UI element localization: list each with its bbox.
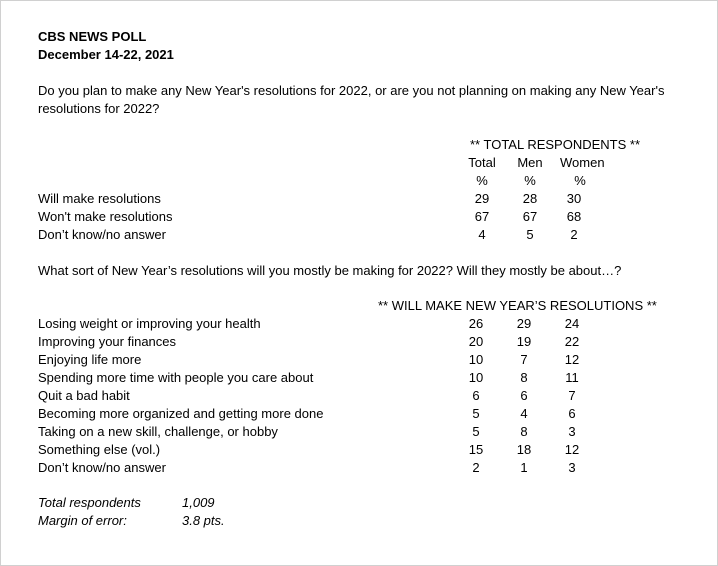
cell-women: 24 bbox=[564, 316, 580, 331]
cell-total: 29 bbox=[474, 191, 490, 206]
cell-women: 3 bbox=[568, 460, 576, 475]
cell-women: 7 bbox=[568, 388, 576, 403]
row-label: Spending more time with people you care about bbox=[38, 370, 314, 385]
cell-total: 10 bbox=[468, 352, 484, 367]
cell-women: 12 bbox=[564, 352, 580, 367]
column-header-women: Women bbox=[560, 155, 605, 170]
cell-men: 8 bbox=[520, 370, 528, 385]
cell-total: 15 bbox=[468, 442, 484, 457]
q2-group-header: ** WILL MAKE NEW YEAR’S RESOLUTIONS ** bbox=[378, 298, 657, 313]
cell-total: 26 bbox=[468, 316, 484, 331]
cell-women: 6 bbox=[568, 406, 576, 421]
cell-women: 11 bbox=[565, 370, 579, 385]
unit-total: % bbox=[476, 173, 488, 188]
unit-women: % bbox=[574, 173, 586, 188]
row-label: Taking on a new skill, challenge, or hobby bbox=[38, 424, 278, 439]
cell-women: 2 bbox=[570, 227, 578, 242]
cell-women: 12 bbox=[564, 442, 580, 457]
total-respondents-label: Total respondents bbox=[38, 495, 141, 510]
row-label: Don’t know/no answer bbox=[38, 227, 166, 242]
cell-men: 18 bbox=[516, 442, 532, 457]
cell-men: 5 bbox=[526, 227, 534, 242]
row-label: Becoming more organized and getting more done bbox=[38, 406, 324, 421]
column-header-total: Total bbox=[468, 155, 496, 170]
row-label: Quit a bad habit bbox=[38, 388, 130, 403]
row-label: Losing weight or improving your health bbox=[38, 316, 261, 331]
cell-men: 4 bbox=[520, 406, 528, 421]
cell-men: 6 bbox=[520, 388, 528, 403]
cell-total: 20 bbox=[468, 334, 484, 349]
row-label: Enjoying life more bbox=[38, 352, 142, 367]
poll-date: December 14-22, 2021 bbox=[38, 47, 174, 62]
row-label: Will make resolutions bbox=[38, 191, 161, 206]
margin-of-error-value: 3.8 pts. bbox=[182, 513, 225, 528]
margin-of-error-label: Margin of error: bbox=[38, 513, 127, 528]
cell-women: 3 bbox=[568, 424, 576, 439]
cell-men: 7 bbox=[520, 352, 528, 367]
row-label: Don’t know/no answer bbox=[38, 460, 166, 475]
cell-total: 4 bbox=[478, 227, 486, 242]
cell-total: 6 bbox=[472, 388, 480, 403]
cell-men: 67 bbox=[522, 209, 538, 224]
question-1-text: Do you plan to make any New Year's resolutions for 2022, or are you not planning on making any New Year's resolutions for 2022? bbox=[38, 83, 665, 116]
cell-men: 28 bbox=[522, 191, 538, 206]
row-label: Improving your finances bbox=[38, 334, 177, 349]
cell-men: 8 bbox=[520, 424, 528, 439]
cell-men: 29 bbox=[516, 316, 532, 331]
unit-men: % bbox=[524, 173, 536, 188]
poll-title: CBS NEWS POLL bbox=[38, 29, 147, 44]
question-2-text: What sort of New Year’s resolutions will you mostly be making for 2022? Will they mostly be about…? bbox=[38, 263, 622, 278]
cell-women: 30 bbox=[566, 191, 582, 206]
q1-group-header: ** TOTAL RESPONDENTS ** bbox=[470, 137, 641, 152]
cell-total: 67 bbox=[474, 209, 490, 224]
cell-women: 68 bbox=[566, 209, 582, 224]
cell-women: 22 bbox=[564, 334, 580, 349]
row-label: Won't make resolutions bbox=[38, 209, 173, 224]
cell-total: 5 bbox=[472, 424, 480, 439]
cell-men: 1 bbox=[520, 460, 528, 475]
column-header-men: Men bbox=[517, 155, 543, 170]
cell-total: 10 bbox=[468, 370, 484, 385]
cell-total: 2 bbox=[472, 460, 480, 475]
total-respondents-value: 1,009 bbox=[182, 495, 215, 510]
row-label: Something else (vol.) bbox=[38, 442, 161, 457]
cell-total: 5 bbox=[472, 406, 480, 421]
cell-men: 19 bbox=[516, 334, 532, 349]
